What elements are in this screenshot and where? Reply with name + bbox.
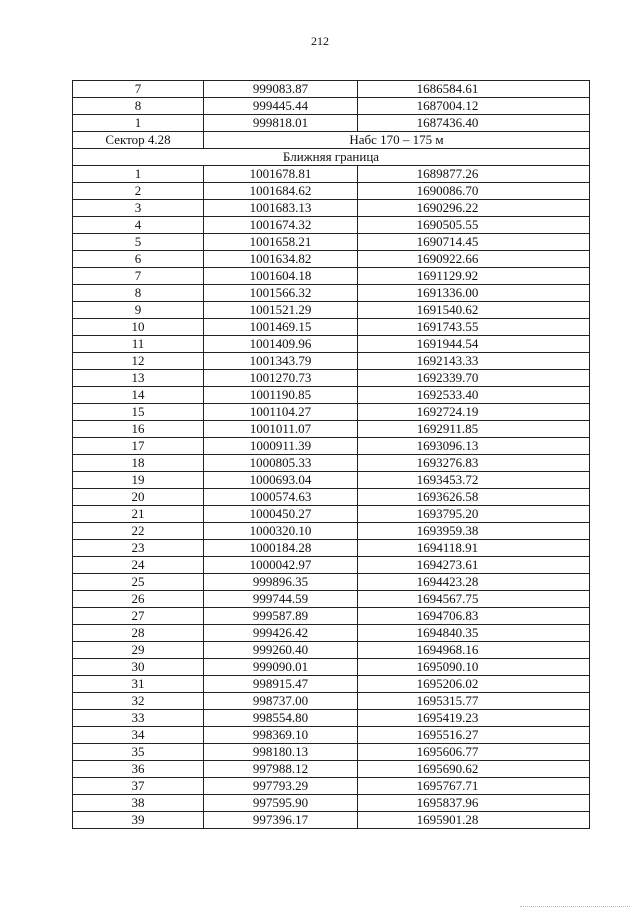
point-number-cell: 27 [73,608,204,625]
x-coordinate-cell: 997988.12 [204,761,358,778]
y-coordinate-cell: 1690714.45 [358,234,590,251]
table-row [73,285,590,302]
point-number-cell: 32 [73,693,204,710]
table-row [73,540,590,557]
x-coordinate-cell: 997793.29 [204,778,358,795]
x-coordinate-cell: 997595.90 [204,795,358,812]
y-coordinate-cell: 1694968.16 [358,642,590,659]
point-number-cell: 16 [73,421,204,438]
x-coordinate-cell: 1001604.18 [204,268,358,285]
table-row [73,608,590,625]
table-row [73,812,590,829]
coordinates-table [72,80,590,829]
y-coordinate-cell: 1695901.28 [358,812,590,829]
boundary-row [73,149,590,166]
x-coordinate-cell: 1001270.73 [204,370,358,387]
point-number-cell: 6 [73,251,204,268]
y-coordinate-cell: 1691944.54 [358,336,590,353]
y-coordinate-cell: 1693276.83 [358,455,590,472]
x-coordinate-cell: 1001469.15 [204,319,358,336]
table-row [73,761,590,778]
table-row [73,370,590,387]
point-number-cell: 26 [73,591,204,608]
point-number-cell: 21 [73,506,204,523]
point-number-cell: 36 [73,761,204,778]
x-coordinate-cell: 1000450.27 [204,506,358,523]
point-number-cell: 28 [73,625,204,642]
x-coordinate-cell: 1000693.04 [204,472,358,489]
table-row [73,778,590,795]
y-coordinate-cell: 1691129.92 [358,268,590,285]
x-coordinate-cell: 1000320.10 [204,523,358,540]
point-number-cell: 1 [73,115,204,132]
x-coordinate-cell: 998180.13 [204,744,358,761]
scan-edge-mark [520,906,630,913]
top-rows-group [73,81,590,132]
table-row [73,302,590,319]
x-coordinate-cell: 1000805.33 [204,455,358,472]
table-row [73,744,590,761]
point-number-cell: 34 [73,727,204,744]
boundary-points-group [73,166,590,829]
sector-height-range: Набс 170 – 175 м [204,132,590,149]
sector-row [73,132,590,149]
sector-label: Сектор 4.28 [73,132,204,149]
y-coordinate-cell: 1695090.10 [358,659,590,676]
table-row [73,183,590,200]
table-row [73,81,590,98]
point-number-cell: 7 [73,268,204,285]
table-row [73,268,590,285]
x-coordinate-cell: 999090.01 [204,659,358,676]
y-coordinate-cell: 1694567.75 [358,591,590,608]
point-number-cell: 1 [73,166,204,183]
table-row [73,319,590,336]
y-coordinate-cell: 1691540.62 [358,302,590,319]
y-coordinate-cell: 1694706.83 [358,608,590,625]
x-coordinate-cell: 999083.87 [204,81,358,98]
table-row [73,642,590,659]
point-number-cell: 19 [73,472,204,489]
x-coordinate-cell: 1001678.81 [204,166,358,183]
y-coordinate-cell: 1694840.35 [358,625,590,642]
boundary-title: Ближняя граница [73,149,590,166]
x-coordinate-cell: 1001674.32 [204,217,358,234]
point-number-cell: 5 [73,234,204,251]
point-number-cell: 2 [73,183,204,200]
y-coordinate-cell: 1687436.40 [358,115,590,132]
table-row [73,98,590,115]
table-row [73,523,590,540]
y-coordinate-cell: 1692724.19 [358,404,590,421]
table-row [73,353,590,370]
y-coordinate-cell: 1690922.66 [358,251,590,268]
point-number-cell: 4 [73,217,204,234]
table-row [73,659,590,676]
x-coordinate-cell: 999587.89 [204,608,358,625]
y-coordinate-cell: 1693453.72 [358,472,590,489]
y-coordinate-cell: 1695206.02 [358,676,590,693]
point-number-cell: 35 [73,744,204,761]
point-number-cell: 25 [73,574,204,591]
x-coordinate-cell: 998737.00 [204,693,358,710]
table-row [73,438,590,455]
point-number-cell: 9 [73,302,204,319]
table-row [73,574,590,591]
point-number-cell: 29 [73,642,204,659]
table-row [73,506,590,523]
y-coordinate-cell: 1693096.13 [358,438,590,455]
point-number-cell: 17 [73,438,204,455]
x-coordinate-cell: 998554.80 [204,710,358,727]
point-number-cell: 23 [73,540,204,557]
y-coordinate-cell: 1695767.71 [358,778,590,795]
x-coordinate-cell: 1001634.82 [204,251,358,268]
y-coordinate-cell: 1687004.12 [358,98,590,115]
x-coordinate-cell: 1001409.96 [204,336,358,353]
point-number-cell: 11 [73,336,204,353]
y-coordinate-cell: 1694118.91 [358,540,590,557]
x-coordinate-cell: 1000574.63 [204,489,358,506]
y-coordinate-cell: 1692143.33 [358,353,590,370]
x-coordinate-cell: 1001521.29 [204,302,358,319]
y-coordinate-cell: 1691336.00 [358,285,590,302]
x-coordinate-cell: 997396.17 [204,812,358,829]
table-row [73,795,590,812]
x-coordinate-cell: 999260.40 [204,642,358,659]
x-coordinate-cell: 1000042.97 [204,557,358,574]
x-coordinate-cell: 1001011.07 [204,421,358,438]
point-number-cell: 13 [73,370,204,387]
table-row [73,557,590,574]
table-row [73,166,590,183]
y-coordinate-cell: 1686584.61 [358,81,590,98]
page-number: 212 [311,34,329,48]
y-coordinate-cell: 1690296.22 [358,200,590,217]
table-row [73,727,590,744]
point-number-cell: 15 [73,404,204,421]
table-row [73,251,590,268]
table-row [73,676,590,693]
x-coordinate-cell: 1001566.32 [204,285,358,302]
table-row [73,387,590,404]
y-coordinate-cell: 1694423.28 [358,574,590,591]
point-number-cell: 8 [73,98,204,115]
y-coordinate-cell: 1695315.77 [358,693,590,710]
table-row [73,489,590,506]
x-coordinate-cell: 999426.42 [204,625,358,642]
y-coordinate-cell: 1693795.20 [358,506,590,523]
point-number-cell: 30 [73,659,204,676]
x-coordinate-cell: 1000184.28 [204,540,358,557]
y-coordinate-cell: 1692911.85 [358,421,590,438]
y-coordinate-cell: 1695690.62 [358,761,590,778]
x-coordinate-cell: 1000911.39 [204,438,358,455]
y-coordinate-cell: 1694273.61 [358,557,590,574]
y-coordinate-cell: 1693626.58 [358,489,590,506]
y-coordinate-cell: 1690086.70 [358,183,590,200]
table-row [73,591,590,608]
x-coordinate-cell: 999896.35 [204,574,358,591]
x-coordinate-cell: 1001683.13 [204,200,358,217]
point-number-cell: 14 [73,387,204,404]
x-coordinate-cell: 1001684.62 [204,183,358,200]
table-row [73,115,590,132]
point-number-cell: 22 [73,523,204,540]
point-number-cell: 31 [73,676,204,693]
x-coordinate-cell: 1001343.79 [204,353,358,370]
sector-header-group [73,132,590,166]
point-number-cell: 33 [73,710,204,727]
x-coordinate-cell: 1001658.21 [204,234,358,251]
x-coordinate-cell: 1001104.27 [204,404,358,421]
y-coordinate-cell: 1695419.23 [358,710,590,727]
table-row [73,693,590,710]
table-row [73,200,590,217]
y-coordinate-cell: 1693959.38 [358,523,590,540]
y-coordinate-cell: 1695606.77 [358,744,590,761]
y-coordinate-cell: 1692339.70 [358,370,590,387]
table-row [73,404,590,421]
table-row [73,625,590,642]
x-coordinate-cell: 999445.44 [204,98,358,115]
x-coordinate-cell: 999818.01 [204,115,358,132]
point-number-cell: 39 [73,812,204,829]
y-coordinate-cell: 1689877.26 [358,166,590,183]
x-coordinate-cell: 1001190.85 [204,387,358,404]
y-coordinate-cell: 1690505.55 [358,217,590,234]
y-coordinate-cell: 1695516.27 [358,727,590,744]
x-coordinate-cell: 998369.10 [204,727,358,744]
point-number-cell: 10 [73,319,204,336]
point-number-cell: 18 [73,455,204,472]
point-number-cell: 8 [73,285,204,302]
table-row [73,710,590,727]
point-number-cell: 12 [73,353,204,370]
y-coordinate-cell: 1691743.55 [358,319,590,336]
table-row [73,421,590,438]
point-number-cell: 20 [73,489,204,506]
table-row [73,455,590,472]
point-number-cell: 7 [73,81,204,98]
x-coordinate-cell: 999744.59 [204,591,358,608]
y-coordinate-cell: 1692533.40 [358,387,590,404]
table-row [73,217,590,234]
table-row [73,234,590,251]
x-coordinate-cell: 998915.47 [204,676,358,693]
point-number-cell: 24 [73,557,204,574]
table-row [73,336,590,353]
point-number-cell: 38 [73,795,204,812]
point-number-cell: 37 [73,778,204,795]
y-coordinate-cell: 1695837.96 [358,795,590,812]
table-row [73,472,590,489]
point-number-cell: 3 [73,200,204,217]
